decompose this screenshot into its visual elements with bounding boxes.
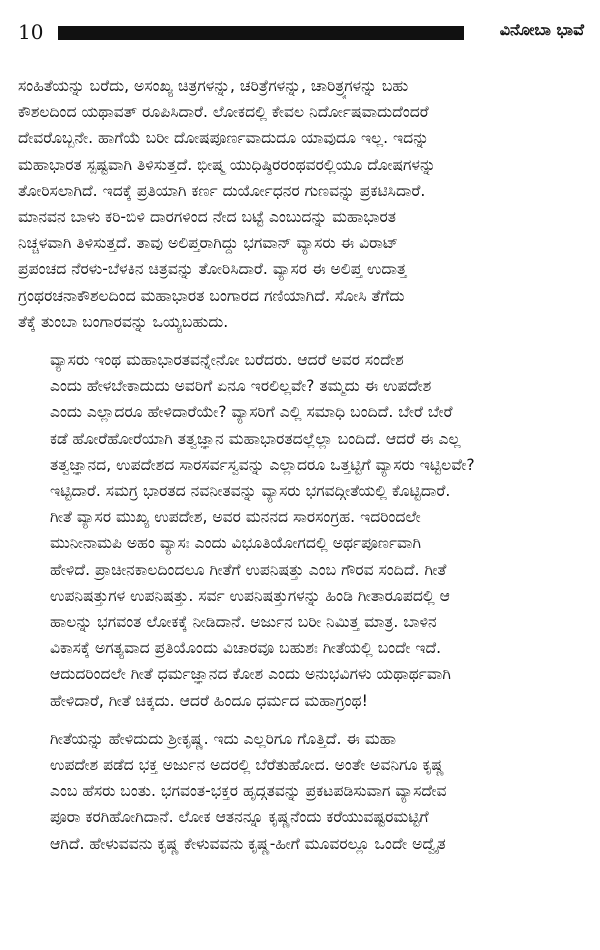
- running-head-title: ವಿನೋಬಾ ಭಾವೆ: [499, 20, 584, 39]
- text-line: ಎಂಬ ಹೆಸರು ಬಂತು. ಭಗವಂತ-ಭಕ್ತರ ಹೃದ್ಗತವನ್ನು ಪ್ರಕಟಪಡಿಸುವಾಗ ವ್ಯಾಸದೇವ: [50, 782, 447, 801]
- header-rule: [58, 26, 464, 40]
- body-text: [18, 73, 584, 869]
- text-line: ತೋರಿಸಲಾಗಿದೆ. ಇದಕ್ಕೆ ಪ್ರತಿಯಾಗಿ ಕರ್ಣ ದುರ್ಯೋಧನರ ಗುಣವನ್ನು ಪ್ರಕಟಿಸಿದಾರೆ.: [18, 181, 426, 200]
- text-line: ಪೂರಾ ಕರಗಿಹೋಗಿದಾನೆ. ಲೋಕ ಆತನನ್ನೂ ಕೃಷ್ಣನೆಂದು ಕರೆಯುವಷ್ಟರಮಟ್ಟಿಗೆ: [50, 808, 429, 827]
- text-line: ತೆಕ್ಕೆ ತುಂಬಾ ಬಂಗಾರವನ್ನು ಒಯ್ಯಬಹುದು.: [18, 312, 229, 331]
- text-line: ಮಾನವನ ಬಾಳು ಕರಿ-ಬಿಳಿ ದಾರಗಳಿಂದ ನೇದ ಬಟ್ಟೆ ಎಂಬುದನ್ನು ಮಹಾಭಾರತ: [18, 208, 396, 227]
- text-line: ಇಟ್ಟಿದಾರೆ. ಸಮಗ್ರ ಭಾರತದ ನವನೀತವನ್ನು ವ್ಯಾಸರು ಭಗವದ್ಗೀತೆಯಲ್ಲಿ ಕೊಟ್ಟಿದಾರೆ.: [50, 482, 451, 501]
- text-line: ಮುನೀನಾಮಪಿ ಅಹಂ ವ್ಯಾಸಃ ಎಂದು ವಿಭೂತಿಯೋಗದಲ್ಲಿ ಅರ್ಥಪೂರ್ಣವಾಗಿ: [50, 534, 422, 553]
- text-line: ಆದುದರಿಂದಲೇ ಗೀತೆ ಧರ್ಮಜ್ಞಾನದ ಕೋಶ ಎಂದು ಅನುಭವಿಗಳು ಯಥಾರ್ಥವಾಗಿ: [50, 665, 451, 684]
- text-line: ಉಪನಿಷತ್ತುಗಳ ಉಪನಿಷತ್ತು. ಸರ್ವ ಉಪನಿಷತ್ತುಗಳನ್ನು ಹಿಂಡಿ ಗೀತಾರೂಪದಲ್ಲಿ ಆ: [50, 586, 450, 605]
- paragraph-2: [18, 347, 584, 714]
- text-line: ಗೀತೆಯನ್ನು ಹೇಳಿದುದು ಶ್ರೀಕೃಷ್ಣ. ಇದು ಎಲ್ಲರಿಗೂ ಗೊತ್ತಿದೆ. ಈ ಮಹಾ: [50, 729, 397, 748]
- text-line: ಎಂದು ಹೇಳಬೇಕಾದುದು ಅವರಿಗೆ ಏನೂ ಇರಲಿಲ್ಲವೇ? ತಮ್ಮದು ಈ ಉಪದೇಶ: [50, 377, 432, 396]
- paragraph-3: [18, 726, 584, 857]
- text-line: ಕಡೆ ಹೋರೆಹೋರೆಯಾಗಿ ತತ್ವಜ್ಞಾನ ಮಹಾಭಾರತದಲ್ಲೆಲ್ಲಾ ಬಂದಿದೆ. ಆದರೆ ಈ ಎಲ್ಲ: [50, 429, 461, 448]
- text-line: ವ್ಯಾಸರು ಇಂಥ ಮಹಾಭಾರತವನ್ನೇನೋ ಬರೆದರು. ಆದರೆ ಅವರ ಸಂದೇಶ: [50, 351, 404, 370]
- text-line: ಪ್ರಪಂಚದ ನೆರಳು-ಬೆಳಕಿನ ಚಿತ್ರವನ್ನು ತೋರಿಸಿದಾರೆ. ವ್ಯಾಸರ ಈ ಅಲಿಪ್ತ ಉದಾತ್ತ: [18, 260, 407, 279]
- text-line: ನಿಚ್ಚಳವಾಗಿ ತಿಳಿಸುತ್ತದೆ. ತಾವು ಅಲಿಪ್ತರಾಗಿದ್ದು ಭಗವಾನ್ ವ್ಯಾಸರು ಈ ವಿರಾಟ್: [18, 234, 399, 253]
- page-number: 10: [18, 20, 44, 44]
- text-line: ಕೌಶಲದಿಂದ ಯಥಾವತ್ ರೂಪಿಸಿದಾರೆ. ಲೋಕದಲ್ಲಿ ಕೇವಲ ನಿರ್ದೋಷವಾದುದೆಂದರೆ: [18, 103, 429, 122]
- text-line: ಗೀತೆ ವ್ಯಾಸರ ಮುಖ್ಯ ಉಪದೇಶ, ಅವರ ಮನನದ ಸಾರಸಂಗ್ರಹ. ಇದರಿಂದಲೇ: [50, 508, 421, 527]
- text-line: ವಿಕಾಸಕ್ಕೆ ಅಗತ್ಯವಾದ ಪ್ರತಿಯೊಂದು ವಿಚಾರವೂ ಬಹುಶಃ ಗೀತೆಯಲ್ಲಿ ಬಂದೇ ಇದೆ.: [50, 639, 442, 658]
- page-header: [18, 18, 584, 52]
- text-line: ತತ್ವಜ್ಞಾನದ, ಉಪದೇಶದ ಸಾರಸರ್ವಸ್ವವನ್ನು ಎಲ್ಲಾದರೂ ಒತ್ತಟ್ಟಿಗೆ ವ್ಯಾಸರು ಇಟ್ಟಿಲವೇ?: [50, 455, 475, 474]
- text-line: ಗ್ರಂಥರಚನಾಕೌಶಲದಿಂದ ಮಹಾಭಾರತ ಬಂಗಾರದ ಗಣಿಯಾಗಿದೆ. ಸೋಸಿ ತೆಗೆದು: [18, 286, 405, 305]
- text-line: ಉಪದೇಶ ಪಡೆದ ಭಕ್ತ ಅರ್ಜುನ ಅದರಲ್ಲಿ ಬೆರೆತುಹೋದ. ಅಂತೇ ಅವನಿಗೂ ಕೃಷ್ಣ: [50, 756, 445, 775]
- text-line: ಹೇಳಿದೆ. ಪ್ರಾಚೀನಕಾಲದಿಂದಲೂ ಗೀತೆಗೆ ಉಪನಿಷತ್ತು ಎಂಬ ಗೌರವ ಸಂದಿದೆ. ಗೀತೆ: [50, 560, 447, 579]
- text-line: ದೇವರೊಬ್ಬನೇ. ಹಾಗೆಯೆ ಬರೀ ದೋಷಪೂರ್ಣವಾದುದೂ ಯಾವುದೂ ಇಲ್ಲ. ಇದನ್ನು: [18, 129, 429, 148]
- text-line: ಹಾಲನ್ನು ಭಗವಂತ ಲೋಕಕ್ಕೆ ನೀಡಿದಾನೆ. ಅರ್ಜುನ ಬರೀ ನಿಮಿತ್ತ ಮಾತ್ರ. ಬಾಳಿನ: [50, 613, 437, 632]
- text-line: ಸಂಹಿತೆಯನ್ನು ಬರೆದು, ಅಸಂಖ್ಯ ಚಿತ್ರಗಳನ್ನು, ಚರಿತ್ರೆಗಳನ್ನು, ಚಾರಿತ್ರ್ಯಗಳನ್ನು ಬಹು: [18, 77, 409, 95]
- text-line: ಆಗಿದೆ. ಹೇಳುವವನು ಕೃಷ್ಣ ಕೇಳುವವನು ಕೃಷ್ಣ-ಹೀಗೆ ಮೂವರಲ್ಲೂ ಒಂದೇ ಅದ್ವೈತ: [50, 834, 446, 853]
- text-line: ಮಹಾಭಾರತ ಸ್ಪಷ್ಟವಾಗಿ ತಿಳಿಸುತ್ತದೆ. ಭೀಷ್ಮ ಯುಧಿಷ್ಠಿರರಂಥವರಲ್ಲಿಯೂ ದೋಷಗಳನ್ನು: [18, 155, 436, 174]
- paragraph-1: [18, 73, 584, 335]
- text-line: ಹೇಳಿದಾರೆ, ಗೀತೆ ಚಿಕ್ಕದು. ಆದರೆ ಹಿಂದೂ ಧರ್ಮದ ಮಹಾಗ್ರಂಥ!: [50, 691, 368, 710]
- text-line: ಎಂದು ಎಲ್ಲಾದರೂ ಹೇಳಿದಾರೆಯೇ? ವ್ಯಾಸರಿಗೆ ಎಲ್ಲಿ ಸಮಾಧಿ ಬಂದಿದೆ. ಬೇರೆ ಬೇರೆ: [50, 403, 453, 422]
